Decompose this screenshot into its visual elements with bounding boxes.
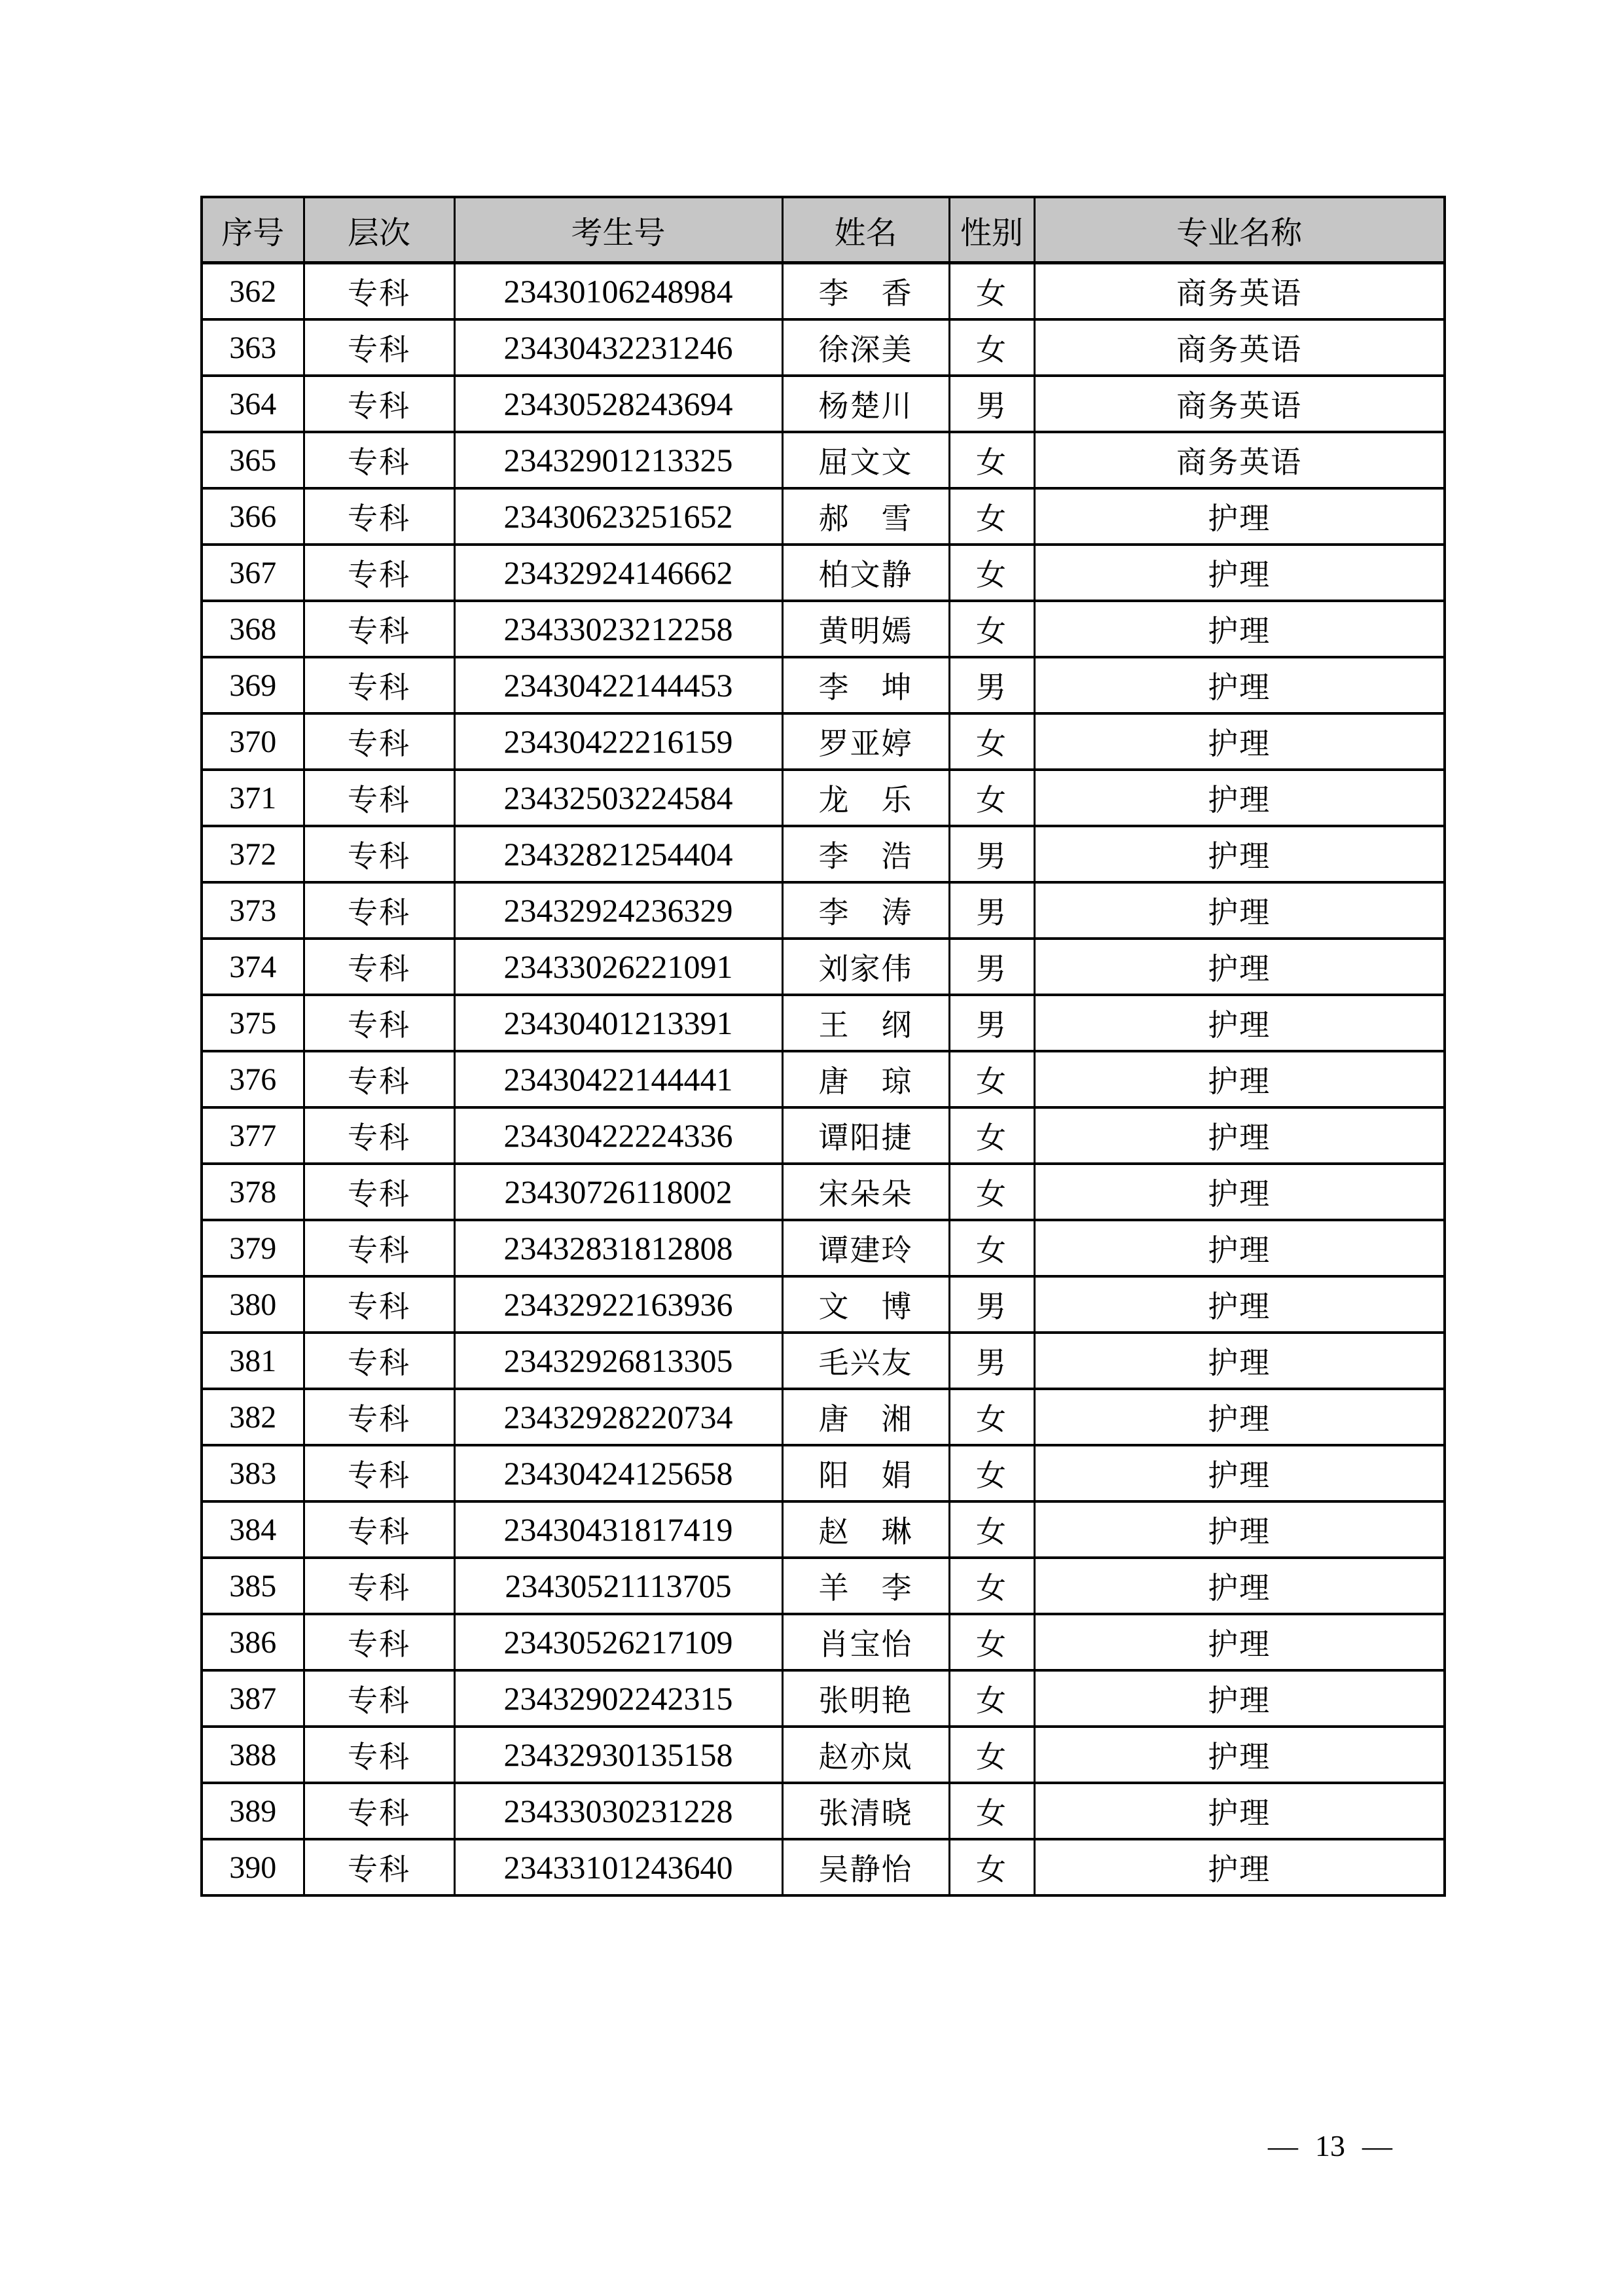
cell-major: 护理 — [1034, 1389, 1445, 1445]
cell-name: 龙 乐 — [782, 770, 949, 826]
column-header-gender: 性别 — [949, 197, 1034, 263]
table-row — [202, 319, 1445, 376]
cell-gender: 女 — [949, 1783, 1034, 1839]
cell-candidate-no: 23432902242315 — [454, 1670, 782, 1727]
cell-level: 专科 — [304, 770, 454, 826]
cell-candidate-no: 23432821254404 — [454, 826, 782, 882]
footer-dash-left: — — [1268, 2129, 1298, 2162]
cell-candidate-no: 23433101243640 — [454, 1839, 782, 1895]
column-header-level: 层次 — [304, 197, 454, 263]
cell-seq: 385 — [202, 1558, 304, 1614]
cell-major: 护理 — [1034, 657, 1445, 713]
cell-major: 商务英语 — [1034, 263, 1445, 320]
cell-major: 护理 — [1034, 1107, 1445, 1164]
table-row — [202, 1445, 1445, 1501]
table-row — [202, 545, 1445, 601]
cell-name: 黄明嫣 — [782, 601, 949, 657]
cell-level: 专科 — [304, 263, 454, 320]
table-row — [202, 1558, 1445, 1614]
cell-seq: 369 — [202, 657, 304, 713]
cell-major: 商务英语 — [1034, 376, 1445, 432]
cell-name: 柏文静 — [782, 545, 949, 601]
cell-level: 专科 — [304, 1220, 454, 1276]
cell-candidate-no: 23430521113705 — [454, 1558, 782, 1614]
cell-level: 专科 — [304, 826, 454, 882]
cell-gender: 女 — [949, 1558, 1034, 1614]
cell-gender: 女 — [949, 1670, 1034, 1727]
cell-candidate-no: 23432928220734 — [454, 1389, 782, 1445]
cell-candidate-no: 23432922163936 — [454, 1276, 782, 1333]
cell-gender: 女 — [949, 1445, 1034, 1501]
table-row — [202, 826, 1445, 882]
cell-name: 李 香 — [782, 263, 949, 320]
cell-seq: 389 — [202, 1783, 304, 1839]
cell-level: 专科 — [304, 1389, 454, 1445]
cell-name: 赵亦岚 — [782, 1727, 949, 1783]
cell-gender: 女 — [949, 1389, 1034, 1445]
cell-seq: 387 — [202, 1670, 304, 1727]
cell-level: 专科 — [304, 1558, 454, 1614]
table-row — [202, 432, 1445, 488]
cell-level: 专科 — [304, 713, 454, 770]
table-row — [202, 1614, 1445, 1670]
cell-level: 专科 — [304, 319, 454, 376]
cell-gender: 女 — [949, 488, 1034, 545]
table-row — [202, 1164, 1445, 1220]
cell-seq: 388 — [202, 1727, 304, 1783]
cell-name: 张明艳 — [782, 1670, 949, 1727]
cell-level: 专科 — [304, 1445, 454, 1501]
cell-name: 唐 琼 — [782, 1051, 949, 1107]
cell-candidate-no: 23432924146662 — [454, 545, 782, 601]
cell-gender: 女 — [949, 545, 1034, 601]
cell-major: 护理 — [1034, 1558, 1445, 1614]
cell-name: 李 坤 — [782, 657, 949, 713]
cell-level: 专科 — [304, 1276, 454, 1333]
cell-major: 护理 — [1034, 770, 1445, 826]
cell-gender: 女 — [949, 770, 1034, 826]
cell-seq: 370 — [202, 713, 304, 770]
cell-level: 专科 — [304, 657, 454, 713]
cell-seq: 384 — [202, 1501, 304, 1558]
cell-candidate-no: 23430106248984 — [454, 263, 782, 320]
cell-seq: 377 — [202, 1107, 304, 1164]
cell-level: 专科 — [304, 1783, 454, 1839]
cell-major: 护理 — [1034, 939, 1445, 995]
cell-candidate-no: 23430422224336 — [454, 1107, 782, 1164]
cell-level: 专科 — [304, 939, 454, 995]
cell-name: 徐深美 — [782, 319, 949, 376]
cell-seq: 379 — [202, 1220, 304, 1276]
cell-candidate-no: 23432926813305 — [454, 1333, 782, 1389]
table-row — [202, 1670, 1445, 1727]
cell-gender: 女 — [949, 1614, 1034, 1670]
column-header-candidate-no: 考生号 — [454, 197, 782, 263]
table-row — [202, 376, 1445, 432]
cell-seq: 375 — [202, 995, 304, 1051]
table-row — [202, 1501, 1445, 1558]
cell-name: 宋朵朵 — [782, 1164, 949, 1220]
cell-level: 专科 — [304, 432, 454, 488]
cell-level: 专科 — [304, 995, 454, 1051]
cell-major: 护理 — [1034, 1333, 1445, 1389]
cell-major: 护理 — [1034, 1727, 1445, 1783]
cell-major: 护理 — [1034, 1164, 1445, 1220]
cell-major: 护理 — [1034, 1839, 1445, 1895]
students-table — [200, 196, 1446, 1897]
cell-candidate-no: 23433023212258 — [454, 601, 782, 657]
page-number: 13 — [1315, 2129, 1345, 2162]
cell-candidate-no: 23430422144441 — [454, 1051, 782, 1107]
cell-gender: 男 — [949, 995, 1034, 1051]
cell-seq: 362 — [202, 263, 304, 320]
cell-gender: 男 — [949, 376, 1034, 432]
cell-level: 专科 — [304, 1614, 454, 1670]
cell-major: 护理 — [1034, 1276, 1445, 1333]
cell-seq: 383 — [202, 1445, 304, 1501]
cell-gender: 女 — [949, 263, 1034, 320]
cell-gender: 女 — [949, 432, 1034, 488]
cell-gender: 女 — [949, 1727, 1034, 1783]
cell-candidate-no: 23432503224584 — [454, 770, 782, 826]
page-footer — [1268, 2128, 1392, 2163]
cell-name: 李 涛 — [782, 882, 949, 939]
cell-level: 专科 — [304, 488, 454, 545]
cell-name: 毛兴友 — [782, 1333, 949, 1389]
cell-candidate-no: 23432930135158 — [454, 1727, 782, 1783]
cell-gender: 男 — [949, 1333, 1034, 1389]
cell-gender: 女 — [949, 1107, 1034, 1164]
cell-name: 屈文文 — [782, 432, 949, 488]
cell-name: 阳 娟 — [782, 1445, 949, 1501]
cell-gender: 女 — [949, 1220, 1034, 1276]
cell-name: 郝 雪 — [782, 488, 949, 545]
cell-candidate-no: 23430623251652 — [454, 488, 782, 545]
cell-major: 护理 — [1034, 488, 1445, 545]
cell-seq: 374 — [202, 939, 304, 995]
footer-dash-right: — — [1362, 2129, 1392, 2162]
cell-major: 商务英语 — [1034, 432, 1445, 488]
cell-seq: 365 — [202, 432, 304, 488]
cell-name: 张清晓 — [782, 1783, 949, 1839]
cell-name: 杨楚川 — [782, 376, 949, 432]
cell-gender: 男 — [949, 826, 1034, 882]
cell-major: 护理 — [1034, 1501, 1445, 1558]
cell-candidate-no: 23430726118002 — [454, 1164, 782, 1220]
cell-seq: 386 — [202, 1614, 304, 1670]
header-row — [202, 197, 1445, 263]
cell-level: 专科 — [304, 1501, 454, 1558]
cell-major: 护理 — [1034, 995, 1445, 1051]
cell-gender: 女 — [949, 1501, 1034, 1558]
table-row — [202, 939, 1445, 995]
column-header-name: 姓名 — [782, 197, 949, 263]
cell-major: 护理 — [1034, 1670, 1445, 1727]
table-row — [202, 1220, 1445, 1276]
cell-level: 专科 — [304, 1333, 454, 1389]
cell-seq: 368 — [202, 601, 304, 657]
table-row — [202, 1727, 1445, 1783]
cell-name: 唐 湘 — [782, 1389, 949, 1445]
table-row — [202, 601, 1445, 657]
cell-name: 肖宝怡 — [782, 1614, 949, 1670]
cell-major: 护理 — [1034, 826, 1445, 882]
cell-major: 护理 — [1034, 1051, 1445, 1107]
cell-gender: 男 — [949, 882, 1034, 939]
cell-seq: 390 — [202, 1839, 304, 1895]
cell-gender: 女 — [949, 1164, 1034, 1220]
table-head — [202, 197, 1445, 263]
cell-candidate-no: 23432924236329 — [454, 882, 782, 939]
table-body — [202, 263, 1445, 1896]
cell-seq: 380 — [202, 1276, 304, 1333]
cell-seq: 376 — [202, 1051, 304, 1107]
table-row — [202, 263, 1445, 320]
cell-major: 护理 — [1034, 1783, 1445, 1839]
cell-major: 商务英语 — [1034, 319, 1445, 376]
table-row — [202, 1783, 1445, 1839]
table-row — [202, 713, 1445, 770]
cell-seq: 372 — [202, 826, 304, 882]
table-row — [202, 1839, 1445, 1895]
table-row — [202, 1107, 1445, 1164]
cell-seq: 367 — [202, 545, 304, 601]
cell-name: 李 浩 — [782, 826, 949, 882]
cell-seq: 373 — [202, 882, 304, 939]
table-row — [202, 657, 1445, 713]
cell-seq: 371 — [202, 770, 304, 826]
cell-major: 护理 — [1034, 1220, 1445, 1276]
cell-gender: 男 — [949, 657, 1034, 713]
cell-seq: 381 — [202, 1333, 304, 1389]
cell-name: 吴静怡 — [782, 1839, 949, 1895]
cell-major: 护理 — [1034, 1445, 1445, 1501]
cell-gender: 男 — [949, 1276, 1034, 1333]
cell-seq: 366 — [202, 488, 304, 545]
table-row — [202, 1389, 1445, 1445]
table-row — [202, 488, 1445, 545]
cell-seq: 382 — [202, 1389, 304, 1445]
cell-candidate-no: 23430432231246 — [454, 319, 782, 376]
cell-major: 护理 — [1034, 601, 1445, 657]
cell-major: 护理 — [1034, 882, 1445, 939]
cell-name: 谭阳捷 — [782, 1107, 949, 1164]
cell-candidate-no: 23432831812808 — [454, 1220, 782, 1276]
cell-seq: 378 — [202, 1164, 304, 1220]
cell-seq: 364 — [202, 376, 304, 432]
cell-candidate-no: 23432901213325 — [454, 432, 782, 488]
cell-name: 罗亚婷 — [782, 713, 949, 770]
cell-level: 专科 — [304, 1670, 454, 1727]
table-row — [202, 882, 1445, 939]
cell-candidate-no: 23430422144453 — [454, 657, 782, 713]
cell-candidate-no: 23430401213391 — [454, 995, 782, 1051]
cell-seq: 363 — [202, 319, 304, 376]
cell-level: 专科 — [304, 882, 454, 939]
cell-level: 专科 — [304, 1727, 454, 1783]
table-row — [202, 1051, 1445, 1107]
cell-name: 王 纲 — [782, 995, 949, 1051]
cell-level: 专科 — [304, 1164, 454, 1220]
cell-candidate-no: 23430526217109 — [454, 1614, 782, 1670]
cell-gender: 女 — [949, 1051, 1034, 1107]
cell-name: 刘家伟 — [782, 939, 949, 995]
cell-name: 谭建玲 — [782, 1220, 949, 1276]
cell-name: 赵 琳 — [782, 1501, 949, 1558]
table-row — [202, 995, 1445, 1051]
cell-level: 专科 — [304, 1107, 454, 1164]
column-header-major: 专业名称 — [1034, 197, 1445, 263]
cell-gender: 男 — [949, 939, 1034, 995]
cell-major: 护理 — [1034, 1614, 1445, 1670]
cell-level: 专科 — [304, 1839, 454, 1895]
cell-candidate-no: 23430422216159 — [454, 713, 782, 770]
cell-gender: 女 — [949, 601, 1034, 657]
cell-gender: 女 — [949, 319, 1034, 376]
cell-major: 护理 — [1034, 545, 1445, 601]
cell-candidate-no: 23433026221091 — [454, 939, 782, 995]
cell-level: 专科 — [304, 376, 454, 432]
column-header-seq: 序号 — [202, 197, 304, 263]
cell-name: 羊 李 — [782, 1558, 949, 1614]
cell-level: 专科 — [304, 545, 454, 601]
cell-candidate-no: 23430424125658 — [454, 1445, 782, 1501]
cell-candidate-no: 23430431817419 — [454, 1501, 782, 1558]
table-row — [202, 1333, 1445, 1389]
cell-gender: 女 — [949, 713, 1034, 770]
cell-name: 文 博 — [782, 1276, 949, 1333]
cell-level: 专科 — [304, 601, 454, 657]
cell-gender: 女 — [949, 1839, 1034, 1895]
cell-level: 专科 — [304, 1051, 454, 1107]
table-row — [202, 770, 1445, 826]
table-row — [202, 1276, 1445, 1333]
cell-candidate-no: 23430528243694 — [454, 376, 782, 432]
cell-major: 护理 — [1034, 713, 1445, 770]
cell-candidate-no: 23433030231228 — [454, 1783, 782, 1839]
